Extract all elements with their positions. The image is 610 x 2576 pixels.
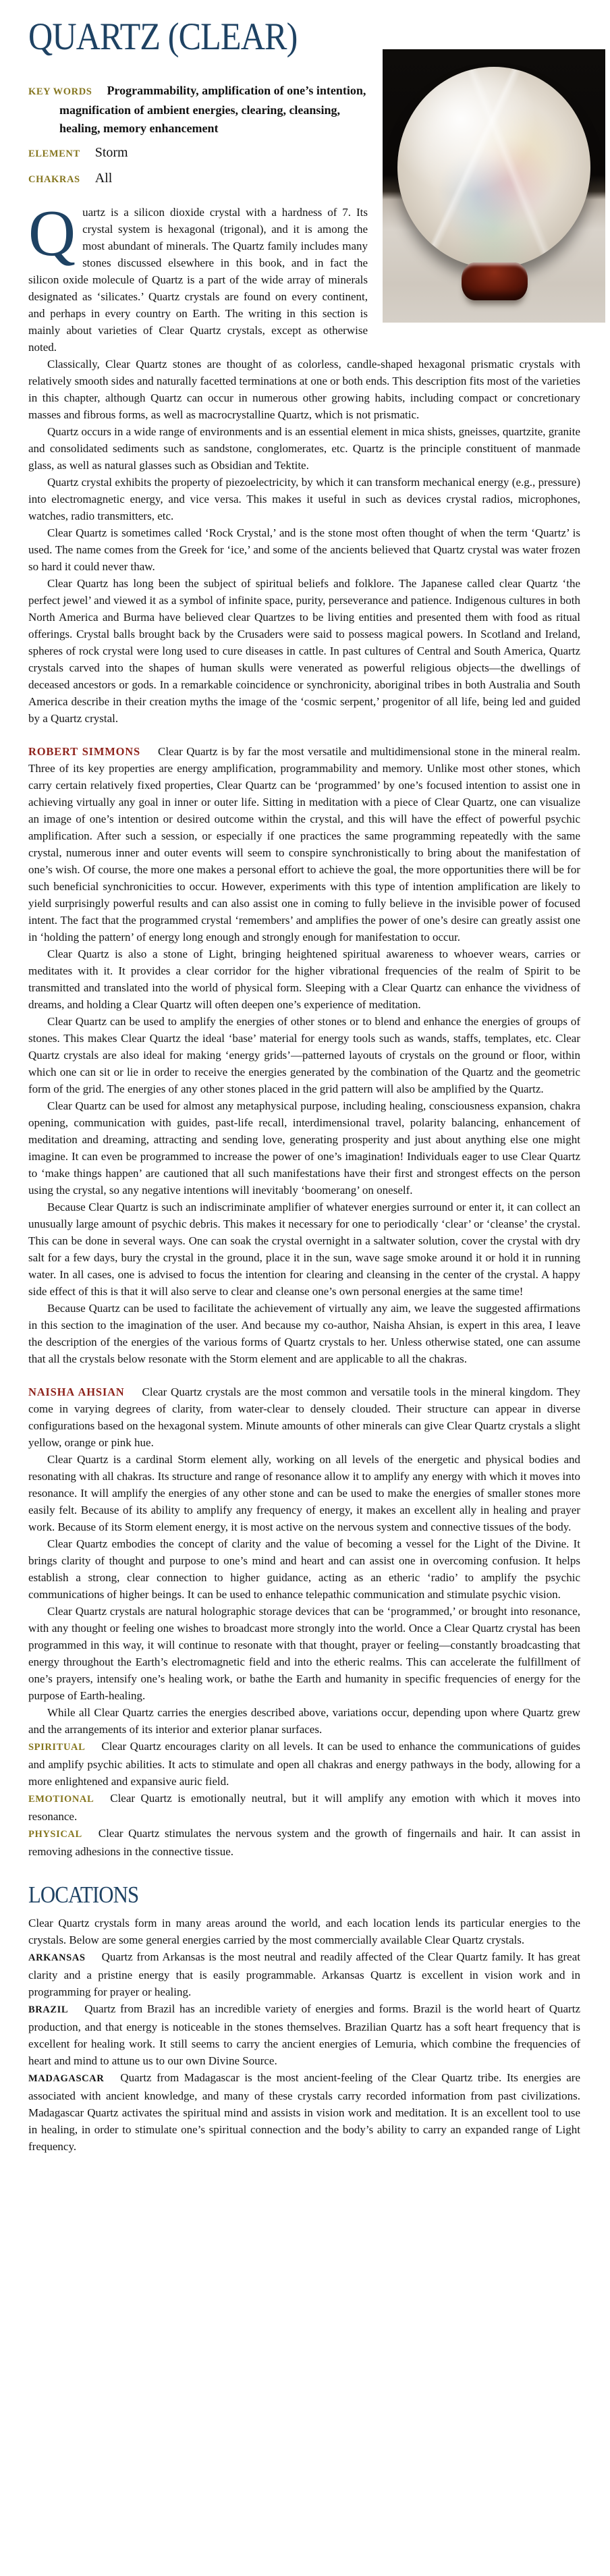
article-body: [28, 197, 580, 2155]
emotional-label: EMOTIONAL: [28, 1794, 94, 1805]
paragraph: Clear Quartz embodies the concept of clarity and the value of becoming a vessel for the Light of the Divine. It brings clarity of thought and purpose to one’s mind and heart and can assist one in overcoming confusion. It helps establish a strong, clear connection to higher guidance, acting as an etheric ‘radio’ to amplify the psychic communications of higher beings. It can be used to enhance telepathic communication and stimulate psychic vision.: [28, 1537, 580, 1601]
physical-text: Clear Quartz stimulates the nervous system and the growth of fingernails and hair. It can assist in removing adhesions in the connective tissue.: [28, 1827, 580, 1858]
location-arkansas: [28, 1948, 580, 2000]
paragraph: Because Quartz can be used to facilitate the achievement of virtually any aim, we leave the suggested affirmations in this section to the imagination of the user. And because my co-author, Naisha Ahsian, is expert in this area, I leave the description of the energies of the various forms of Quartz crystals to her. Unless otherwise stated, one can assume that all the crystals below resonate with the Storm element and are applicable to all the chakras.: [28, 1302, 580, 1365]
attribute-emotional: [28, 1790, 580, 1825]
key-words-row: [28, 82, 369, 138]
location-brazil: [28, 2000, 580, 2069]
ahsian-lead-text: Clear Quartz crystals are the most common and versatile tools in the mineral kingdom. They come in varying degrees of clarity, from water-clear to densely clouded. Their structure can appear in diverse configurations based on the hexagonal system. Minute amounts of other minerals can give Clear Quartz crystals a slight yellow, orange or pink hue.: [28, 1386, 580, 1449]
page-title: QUARTZ (CLEAR): [28, 16, 298, 58]
paragraph: Clear Quartz crystals are natural holographic storage devices that can be ‘programmed,’ or brought into resonance, with any thought or feeling one wishes to broadcast more strongly into the world. Once a Clear Quartz crystal has been programmed in this way, it will continue to resonate with that thought, prayer or feeling—constantly broadcasting that energy throughout the Earth’s electromagnetic field and into the etheric realms. This can accelerate the fulfillment of one’s prayers, intensify one’s healing work, or bathe the Earth and humanity in specific frequencies of energy for the purpose of Earth-healing.: [28, 1605, 580, 1702]
paragraph: Clear Quartz is also a stone of Light, bringing heightened spiritual awareness to whoever wears, carries or meditates with it. It provides a clear corridor for the higher vibrational frequencies of the realm of Spirit to be transmitted and translated into the world of physical form. Sleeping with a Clear Quartz can enhance the vividness of dreams, and holding a Clear Quartz will often deepen one’s experience of meditation.: [28, 948, 580, 1011]
brazil-text: Quartz from Brazil has an incredible variety of energies and forms. Brazil is the world heart of Quartz production, and that energy is noticeable in the stones themselves. Brazilian Quartz has a soft heart frequency that is excellent for healing work. It still seems to carry the ancient energies of Lemuria, which combine the frequencies of heart and mind to attune us to our own Divine Source.: [28, 2002, 580, 2067]
attribute-spiritual: [28, 1738, 580, 1790]
element-row: [28, 144, 369, 163]
simmons-lead-text: Clear Quartz is by far the most versatile and multidimensional stone in the mineral realm. Three of its key properties are energy amplification, programmability and memory. Unlike most other stones, which carry certain relatively fixed properties, Clear Quartz can be ‘programmed’ by one’s focused intention to assist one in achieving virtually any goal in inner or outer life. Sitting in meditation with a piece of Clear Quartz, one can visualize an image of one’s intention or desired outcome within the crystal, and this will have the effect of powerful psychic amplification. After such a session, or especially if one practices the same programming repeatedly with the same crystal, numerous inner and outer events will seem to conspire synchronistically to bring about the manifestation of one’s wish. Of course, the more one makes a personal effort to achieve the goal, the more opportunities there will be for such beneficial synchronicities to occur. However, experiments with this type of intention amplification are likely to yield surprisingly powerful results and can also assist one in coming to fully believe in the invisible power of focused intent. The fact that the programmed crystal ‘remembers’ and amplifies the power of one’s desire can greatly assist one in ‘holding the pattern’ of energy long enough and strongly enough for manifestation to occur.: [28, 745, 580, 943]
author-label-simmons: ROBERT SIMMONS: [28, 745, 140, 758]
paragraph: Clear Quartz is sometimes called ‘Rock Crystal,’ and is the stone most often thought of when the term ‘Quartz’ is used. The name comes from the Greek for ‘ice,’ and some of the ancients believed that Quartz crystal was water frozen so hard it could never thaw.: [28, 526, 580, 573]
wooden-stand: [462, 263, 528, 300]
location-madagascar: [28, 2069, 580, 2155]
key-words-value: Programmability, amplification of one’s intention, magnification of ambient energies, clearing, cleansing, healing, memory enhancement: [59, 84, 366, 135]
paragraph: While all Clear Quartz carries the energies described above, variations occur, depending upon where Quartz grew and the arrangements of its interior and exterior planar surfaces.: [28, 1706, 580, 1736]
emotional-text: Clear Quartz is emotionally neutral, but it will amplify any emotion with which it moves into resonance.: [28, 1792, 580, 1823]
attribute-physical: [28, 1825, 580, 1860]
quartz-photo: [383, 49, 605, 323]
paragraph: Classically, Clear Quartz stones are thought of as colorless, candle-shaped hexagonal prismatic crystals with relatively smooth sides and naturally facetted terminations at one or both ends. This description fits most of the varieties in this chapter, although Quartz can occur in numerous other growing habits, including compact or concretionary masses and fibrous forms, as well as macrocrystalline Quartz, which is not prismatic.: [28, 358, 580, 421]
element-value: Storm: [94, 145, 128, 160]
locations-heading: LOCATIONS: [28, 1882, 139, 1908]
drop-cap: Q: [28, 197, 76, 269]
arkansas-text: Quartz from Arkansas is the most neutral and readily affected of the Clear Quartz family. It has great clarity and a pristine energy that is easily programmable. Arkansas Quartz is excellent in vision work and in programming for prayer or healing.: [28, 1950, 580, 1998]
madagascar-text: Quartz from Madagascar is the most ancient-feeling of the Clear Quartz tribe. Its energies are associated with ancient knowledge, and many of these crystals carry recorded information from past civilizations. Madagascar Quartz activates the spiritual mind and assists in vision work and meditation. It is an excellent tool to use in healing, in order to stimulate one’s spiritual connection and the body’s ability to carry an expanded range of Light frequency.: [28, 2071, 580, 2153]
paragraph: Quartz crystal exhibits the property of piezoelectricity, by which it can transform mechanical energy (e.g., pressure) into electromagnetic energy, and vice versa. This makes it useful in such as devices crystal radios, microphones, watches, radio transmitters, etc.: [28, 476, 580, 522]
chakras-value: All: [94, 171, 113, 186]
spiritual-label: SPIRITUAL: [28, 1742, 86, 1753]
key-words-label: KEY WORDS: [28, 86, 92, 97]
paragraph: Clear Quartz is a cardinal Storm element ally, working on all levels of the energetic and physical bodies and resonating with all chakras. Its structure and range of resonance allow it to amplify any energy with which it moves into resonance. It will amplify the energies of any other stone and can be used to make the energies of smaller stones more easily felt. Because of its ability to amplify any frequency of energy, it makes an excellent ally in healing and prayer work. Because of its Storm element energy, it is most active on the nervous system and connective tissues of the body.: [28, 1453, 580, 1533]
locations-intro: Clear Quartz crystals form in many areas around the world, and each location lends its particular energies to the crystals. Below are some general energies carried by the most commercially available Clear Quartz crystals.: [28, 1917, 580, 1946]
quartz-sphere: [397, 67, 590, 268]
brazil-label: BRAZIL: [28, 2004, 69, 2015]
physical-label: PHYSICAL: [28, 1829, 82, 1840]
paragraph: Because Clear Quartz is such an indiscriminate amplifier of whatever energies surround or enter it, it can collect an unusually large amount of psychic debris. This makes it necessary for one to periodically ‘clear’ or ‘cleanse’ the crystal. This can be done in several ways. One can soak the crystal overnight in a saltwater solution, cover the crystal with dry salt for a few days, bury the crystal in the ground, place it in the sun, wave sage smoke around it or hold it in running water. In all cases, one is advised to focus the intention for clearing and cleansing in the center of the crystal. A happy side effect of this is that it will also serve to clear and cleanse one’s own personal energies at the same time!: [28, 1201, 580, 1298]
intro-text: uartz is a silicon dioxide crystal with a hardness of 7. Its crystal system is hexagonal (trigonal), and it is among the most abundant of minerals. The Quartz family includes many stones discussed elsewhere in this book, and in fact the silicon oxide molecule of Quartz is a part of the wide array of minerals designated as ‘silicates.’ Quartz crystals are found on every continent, and perhaps in every country on Earth. The writing in this section is mainly about varieties of Clear Quartz crystals, except as otherwise noted.: [28, 206, 368, 354]
arkansas-label: ARKANSAS: [28, 1952, 86, 1963]
paragraph: Quartz occurs in a wide range of environments and is an essential element in mica shists, gneisses, quartzite, granite and consolidated sediments such as sandstone, conglomerates, etc. Quartz is the principle constituent of manmade glass, as well as natural glasses such as Obsidian and Tektite.: [28, 425, 580, 472]
paragraph: Clear Quartz can be used to amplify the energies of other stones or to blend and enhance the energies of groups of stones. This makes Clear Quartz the ideal ‘base’ material for energy tools such as wands, staffs, templates, etc. Clear Quartz crystals are also ideal for making ‘energy grids’—patterned layouts of crystals on the ground or floor, within which one can sit or lie in order to receive the energies generated by the combination of the Quartz and the geometric form of the grid. The energies of any other stones placed in the grid pattern will also be amplified by the Quartz.: [28, 1015, 580, 1095]
paragraph: Clear Quartz can be used for almost any metaphysical purpose, including healing, consciousness expansion, chakra opening, communication with guides, past-life recall, interdimensional travel, polarity balancing, enhancement of meditation and dreaming, attracting and sending love, generating prosperity and just about anything else one might imagine. It can even be programmed to increase the power of one’s imagination! Individuals eager to use Clear Quartz to ‘make things happen’ are cautioned that all such manifestations have their first and strongest effects on the person using the crystal, so any negative intentions will inevitably ‘boomerang’ on oneself.: [28, 1099, 580, 1197]
chakras-label: CHAKRAS: [28, 174, 80, 185]
key-info-block: [28, 82, 369, 189]
spiritual-text: Clear Quartz encourages clarity on all levels. It can be used to enhance the communications of guides and amplify psychic abilities. It acts to stimulate and open all chakras and energy pathways in the body, allowing for a more enlightened and expansive auric field.: [28, 1740, 580, 1788]
element-label: ELEMENT: [28, 148, 80, 159]
madagascar-label: MADAGASCAR: [28, 2073, 105, 2084]
paragraph: Clear Quartz has long been the subject of spiritual beliefs and folklore. The Japanese called clear Quartz ‘the perfect jewel’ and viewed it as a symbol of infinite space, purity, perseverance and patience. Indigenous cultures in both North America and Burma have believed clear Quartzes to be living entities and presented them with food as ritual offerings. Crystal balls brought back by the Crusaders were said to possess magical powers. In Scotland and Ireland, spheres of rock crystal were long used to cure diseases in cattle. In past cultures of Central and South America, Quartz crystals carved into the shapes of human skulls were venerated as powerful religious objects—the dwellings of deceased ancestors or gods. In a remarkable coincidence or synchronicity, aboriginal tribes in both Australia and South America describe in their creation myths the image of the ‘cosmic serpent,’ progenitor of all life, being led and guided by a Quartz crystal.: [28, 577, 580, 725]
chakras-row: [28, 169, 369, 189]
author-label-ahsian: NAISHA AHSIAN: [28, 1386, 125, 1398]
paragraph-simmons-lead: [28, 743, 580, 946]
paragraph-ahsian-lead: [28, 1383, 580, 1451]
